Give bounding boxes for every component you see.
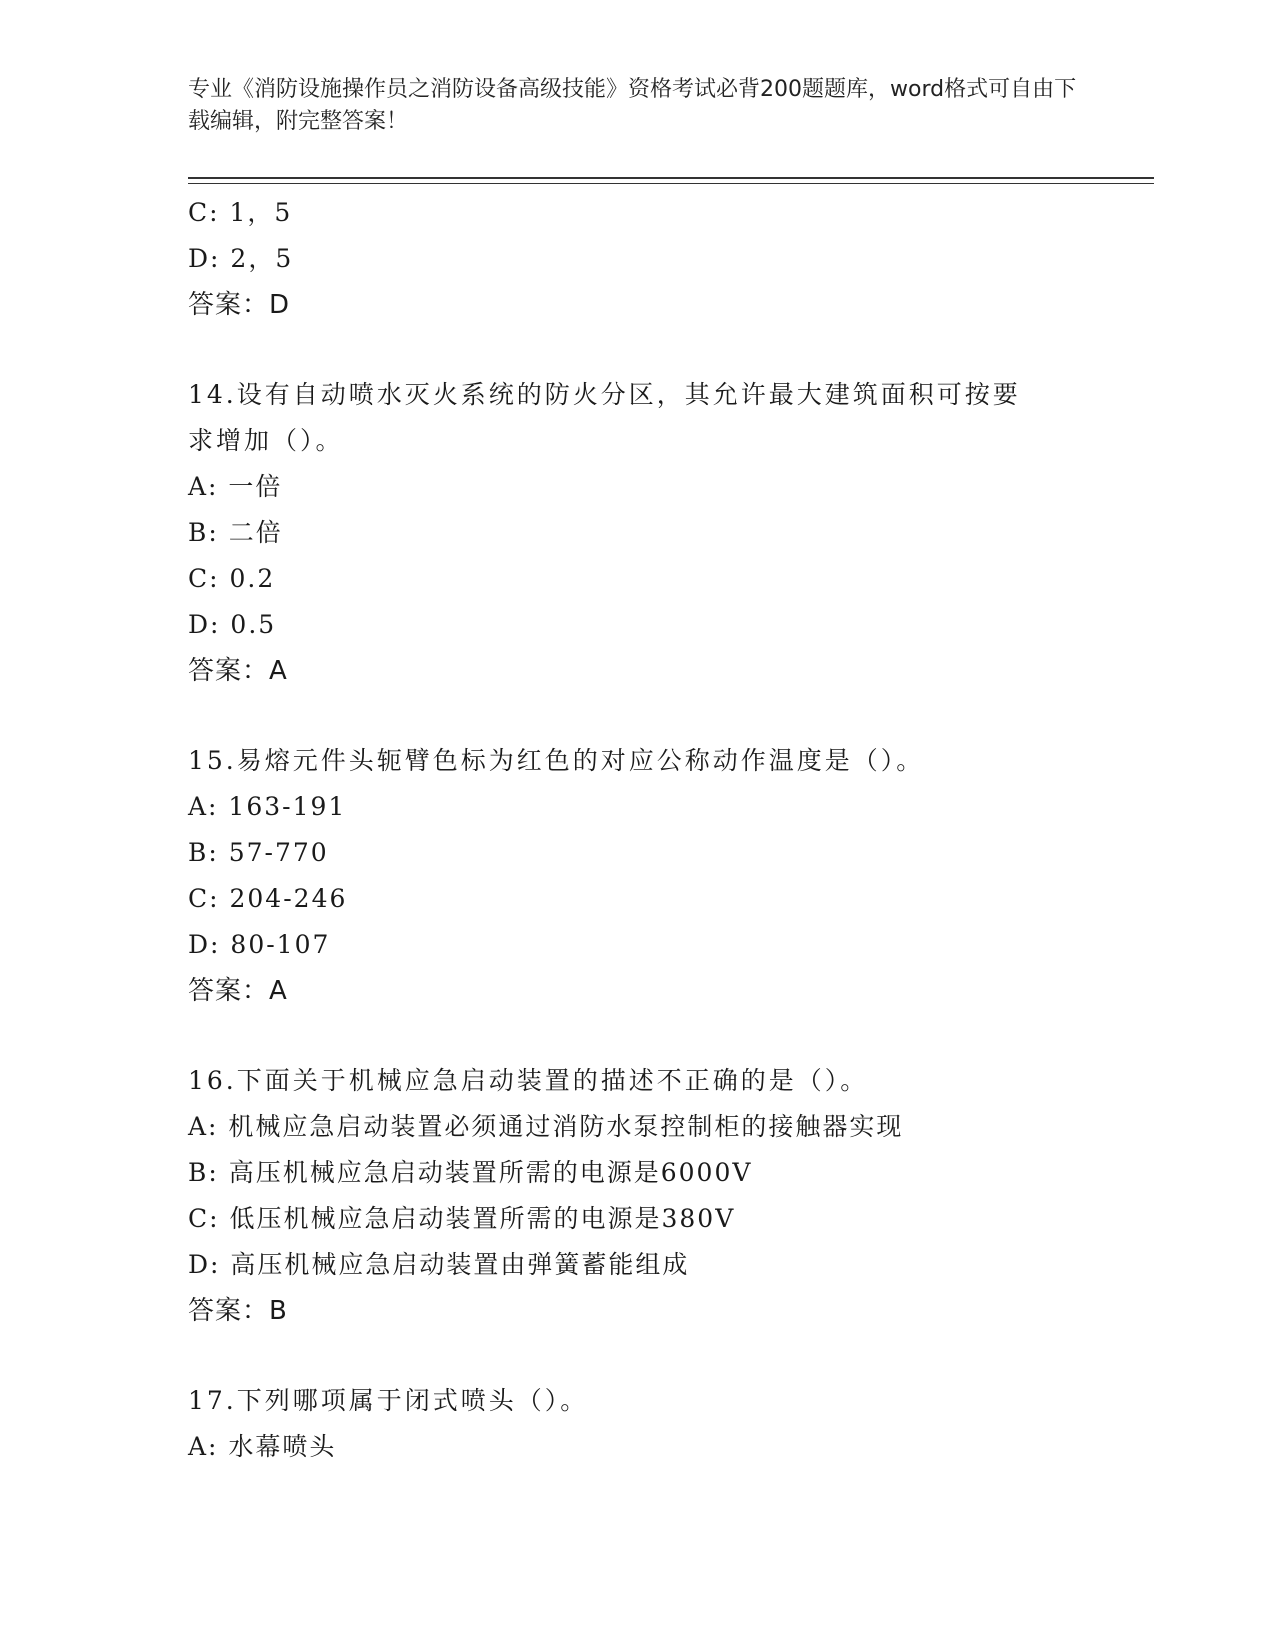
option-c: C: 低压机械应急启动装置所需的电源是380V <box>188 1204 736 1233</box>
option-b: B: 高压机械应急启动装置所需的电源是6000V <box>188 1158 753 1187</box>
option-c: C: 204-246 <box>188 884 348 913</box>
option-a: A: 水幕喷头 <box>188 1432 337 1461</box>
option-d: D: 80-107 <box>188 930 331 959</box>
option-b: B: 57-770 <box>188 838 329 867</box>
option-a: A: 一倍 <box>188 472 283 501</box>
option-c: C: 0.2 <box>188 564 276 593</box>
option-a: A: 163-191 <box>188 792 347 821</box>
header-text: 专业《消防设施操作员之消防设备高级技能》资格考试必背200题题库，word格式可自由下载编辑，附完整答案！ <box>188 77 1077 134</box>
question-15 <box>188 738 1088 1014</box>
option-c: C: 1，5 <box>188 198 293 227</box>
option-d: D: 0.5 <box>188 610 277 639</box>
question-17 <box>188 1378 1088 1470</box>
document-header <box>188 74 1078 138</box>
question-stem: 14.设有自动喷水灭火系统的防火分区，其允许最大建筑面积可按要求增加（）。 <box>188 380 1021 455</box>
header-rule-thin <box>188 183 1154 184</box>
answer: 答案：A <box>188 656 288 686</box>
question-14 <box>188 372 1088 694</box>
question-16 <box>188 1058 1088 1334</box>
answer: 答案：B <box>188 1296 288 1326</box>
option-d: D: 2，5 <box>188 244 294 273</box>
question-list <box>188 190 1088 1470</box>
question-13-continued <box>188 190 1088 328</box>
header-rule-thick <box>188 177 1154 179</box>
question-stem: 16.下面关于机械应急启动装置的描述不正确的是（）。 <box>188 1066 869 1095</box>
answer: 答案：D <box>188 290 291 320</box>
answer: 答案：A <box>188 976 288 1006</box>
option-b: B: 二倍 <box>188 518 283 547</box>
option-d: D: 高压机械应急启动装置由弹簧蓄能组成 <box>188 1250 690 1279</box>
question-stem: 15.易熔元件头轭臂色标为红色的对应公称动作温度是（）。 <box>188 746 925 775</box>
option-a: A: 机械应急启动装置必须通过消防水泵控制柜的接触器实现 <box>188 1112 904 1141</box>
question-stem: 17.下列哪项属于闭式喷头（）。 <box>188 1386 589 1415</box>
